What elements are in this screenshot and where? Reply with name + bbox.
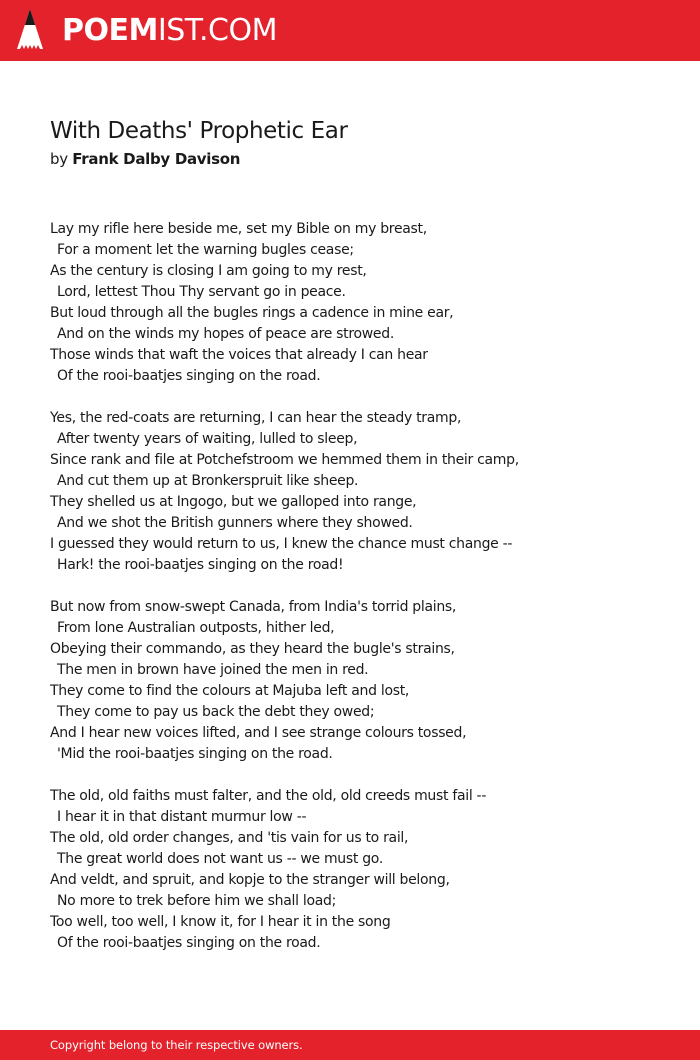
site-logo[interactable] xyxy=(62,14,277,48)
poem-line: No more to trek before him we shall load; xyxy=(57,893,337,909)
poem-line: And veldt, and spruit, and kopje to the stranger will belong, xyxy=(50,872,450,888)
poem-line: The great world does not want us -- we must go. xyxy=(57,851,383,867)
poem-line: And I hear new voices lifted, and I see strange colours tossed, xyxy=(50,725,467,741)
stanza xyxy=(50,597,670,765)
poem-line: Of the rooi-baatjes singing on the road. xyxy=(57,935,321,951)
poem-line: But loud through all the bugles rings a cadence in mine ear, xyxy=(50,305,454,321)
poem-line: They shelled us at Ingogo, but we galloped into range, xyxy=(50,494,417,510)
site-header xyxy=(0,0,700,61)
poem-line: From lone Australian outposts, hither led, xyxy=(57,620,335,636)
poem-line: The men in brown have joined the men in red. xyxy=(57,662,369,678)
stanza xyxy=(50,219,670,387)
logo-bold-text: POEM xyxy=(62,13,158,48)
poem-line: But now from snow-swept Canada, from India's torrid plains, xyxy=(50,599,457,615)
site-footer xyxy=(0,1030,700,1060)
by-label: by xyxy=(50,150,68,168)
poem-line: Since rank and file at Potchefstroom we hemmed them in their camp, xyxy=(50,452,519,468)
poem-line: Those winds that waft the voices that already I can hear xyxy=(50,347,428,363)
poem-line: Lay my rifle here beside me, set my Bible on my breast, xyxy=(50,221,427,237)
poem-line: And we shot the British gunners where they showed. xyxy=(57,515,413,531)
poem-line: I guessed they would return to us, I knew the chance must change -- xyxy=(50,536,513,552)
poem-line: Yes, the red-coats are returning, I can hear the steady tramp, xyxy=(50,410,462,426)
copyright-text: Copyright belong to their respective owners. xyxy=(50,1038,303,1052)
poem-line: As the century is closing I am going to my rest, xyxy=(50,263,367,279)
poem-line: Of the rooi-baatjes singing on the road. xyxy=(57,368,321,384)
byline xyxy=(50,148,240,170)
poem-line: Hark! the rooi-baatjes singing on the road! xyxy=(57,557,344,573)
author-name: Frank Dalby Davison xyxy=(72,150,241,168)
poem-line: Obeying their commando, as they heard the bugle's strains, xyxy=(50,641,455,657)
poem-line: 'Mid the rooi-baatjes singing on the road. xyxy=(57,746,333,762)
poem-line: The old, old faiths must falter, and the old, old creeds must fail -- xyxy=(50,788,487,804)
poem-line: The old, old order changes, and 'tis vain for us to rail, xyxy=(50,830,409,846)
poem-line: They come to pay us back the debt they owed; xyxy=(57,704,375,720)
pencil-icon[interactable] xyxy=(17,9,43,51)
poem-line: Too well, too well, I know it, for I hear it in the song xyxy=(50,914,391,930)
poem-body xyxy=(50,219,670,975)
stanza xyxy=(50,786,670,954)
poem-line: They come to find the colours at Majuba left and lost, xyxy=(50,683,410,699)
stanza xyxy=(50,408,670,576)
poem-line: And cut them up at Bronkerspruit like sheep. xyxy=(57,473,359,489)
poem-line: And on the winds my hopes of peace are strowed. xyxy=(57,326,394,342)
poem-line: I hear it in that distant murmur low -- xyxy=(57,809,307,825)
poem-line: For a moment let the warning bugles cease; xyxy=(57,242,354,258)
poem-line: Lord, lettest Thou Thy servant go in peace. xyxy=(57,284,346,300)
poem-line: After twenty years of waiting, lulled to sleep, xyxy=(57,431,358,447)
poem-title: With Deaths' Prophetic Ear xyxy=(50,118,348,144)
logo-light-text: IST.COM xyxy=(157,13,277,48)
